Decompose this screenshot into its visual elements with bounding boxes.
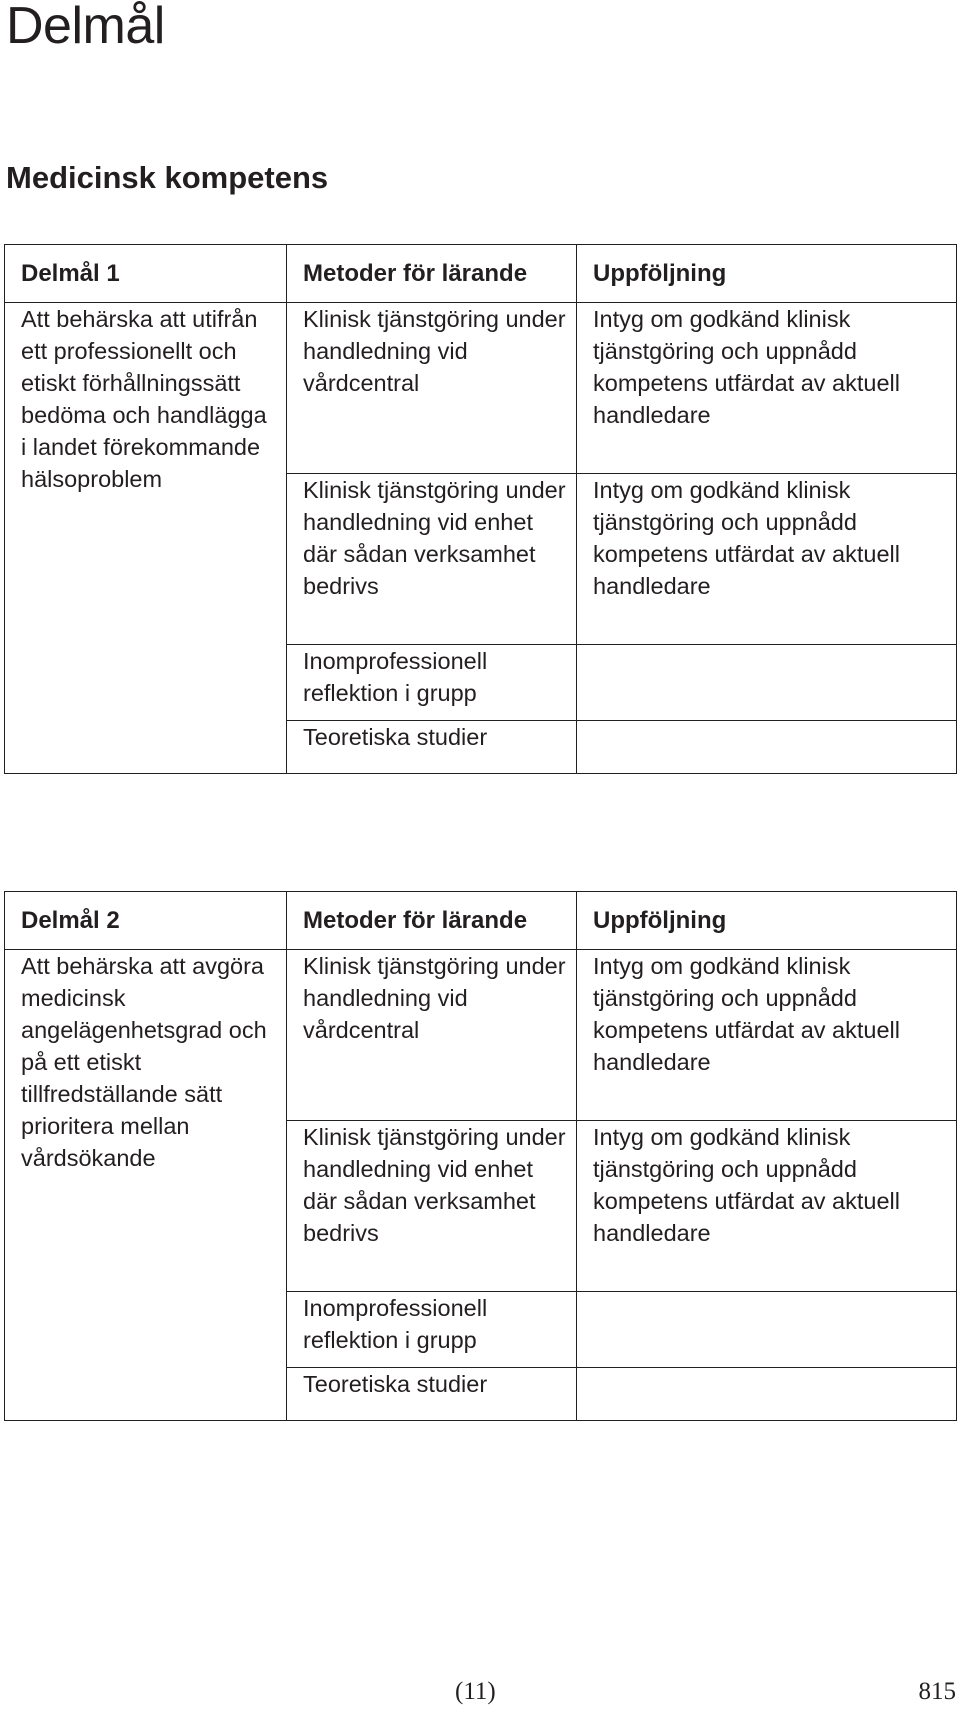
method-cell: Klinisk tjänstgöring under handledning vid enhet där sådan verksamhet bedrivs [287,1121,577,1292]
goal-table-1 [4,244,957,774]
followup-cell [577,645,957,721]
method-cell: Klinisk tjänstgöring under handledning vid vårdcentral [287,950,577,1121]
followup-cell: Intyg om godkänd klinisk tjänstgöring och uppnådd kompetens utfärdat av aktuell handledare [577,1121,957,1292]
followup-cell: Intyg om godkänd klinisk tjänstgöring och uppnådd kompetens utfärdat av aktuell handledare [577,950,957,1121]
followup-cell [577,1368,957,1421]
table-row [5,303,957,474]
followup-cell [577,1292,957,1368]
method-cell: Klinisk tjänstgöring under handledning vid enhet där sådan verksamhet bedrivs [287,474,577,645]
followup-cell [577,721,957,774]
section-title: Medicinsk kompetens [6,160,329,195]
method-cell: Teoretiska studier [287,1368,577,1421]
table-header-row [5,892,957,950]
table-row [5,950,957,1121]
header-goal: Delmål 2 [5,892,287,950]
method-cell: Teoretiska studier [287,721,577,774]
page-marker: (11) [455,1678,496,1705]
goal-description: Att behärska att avgöra medicinsk angelägenhetsgrad och på ett etiskt tillfredställande sätt prioritera mellan vårdsökande [5,950,287,1421]
page-number: 815 [918,1678,956,1705]
header-goal: Delmål 1 [5,245,287,303]
header-methods: Metoder för lärande [287,245,577,303]
method-cell: Inomprofessionell reflektion i grupp [287,645,577,721]
followup-cell: Intyg om godkänd klinisk tjänstgöring och uppnådd kompetens utfärdat av aktuell handledare [577,303,957,474]
header-methods: Metoder för lärande [287,892,577,950]
followup-cell: Intyg om godkänd klinisk tjänstgöring och uppnådd kompetens utfärdat av aktuell handledare [577,474,957,645]
header-followup: Uppföljning [577,892,957,950]
method-cell: Inomprofessionell reflektion i grupp [287,1292,577,1368]
method-cell: Klinisk tjänstgöring under handledning vid vårdcentral [287,303,577,474]
table-header-row [5,245,957,303]
goal-table-2 [4,891,957,1421]
page-title: Delmål [6,0,165,55]
goal-description: Att behärska att utifrån ett professionellt och etiskt förhållningssätt bedöma och handlägga i landet förekommande hälsoproblem [5,303,287,774]
header-followup: Uppföljning [577,245,957,303]
